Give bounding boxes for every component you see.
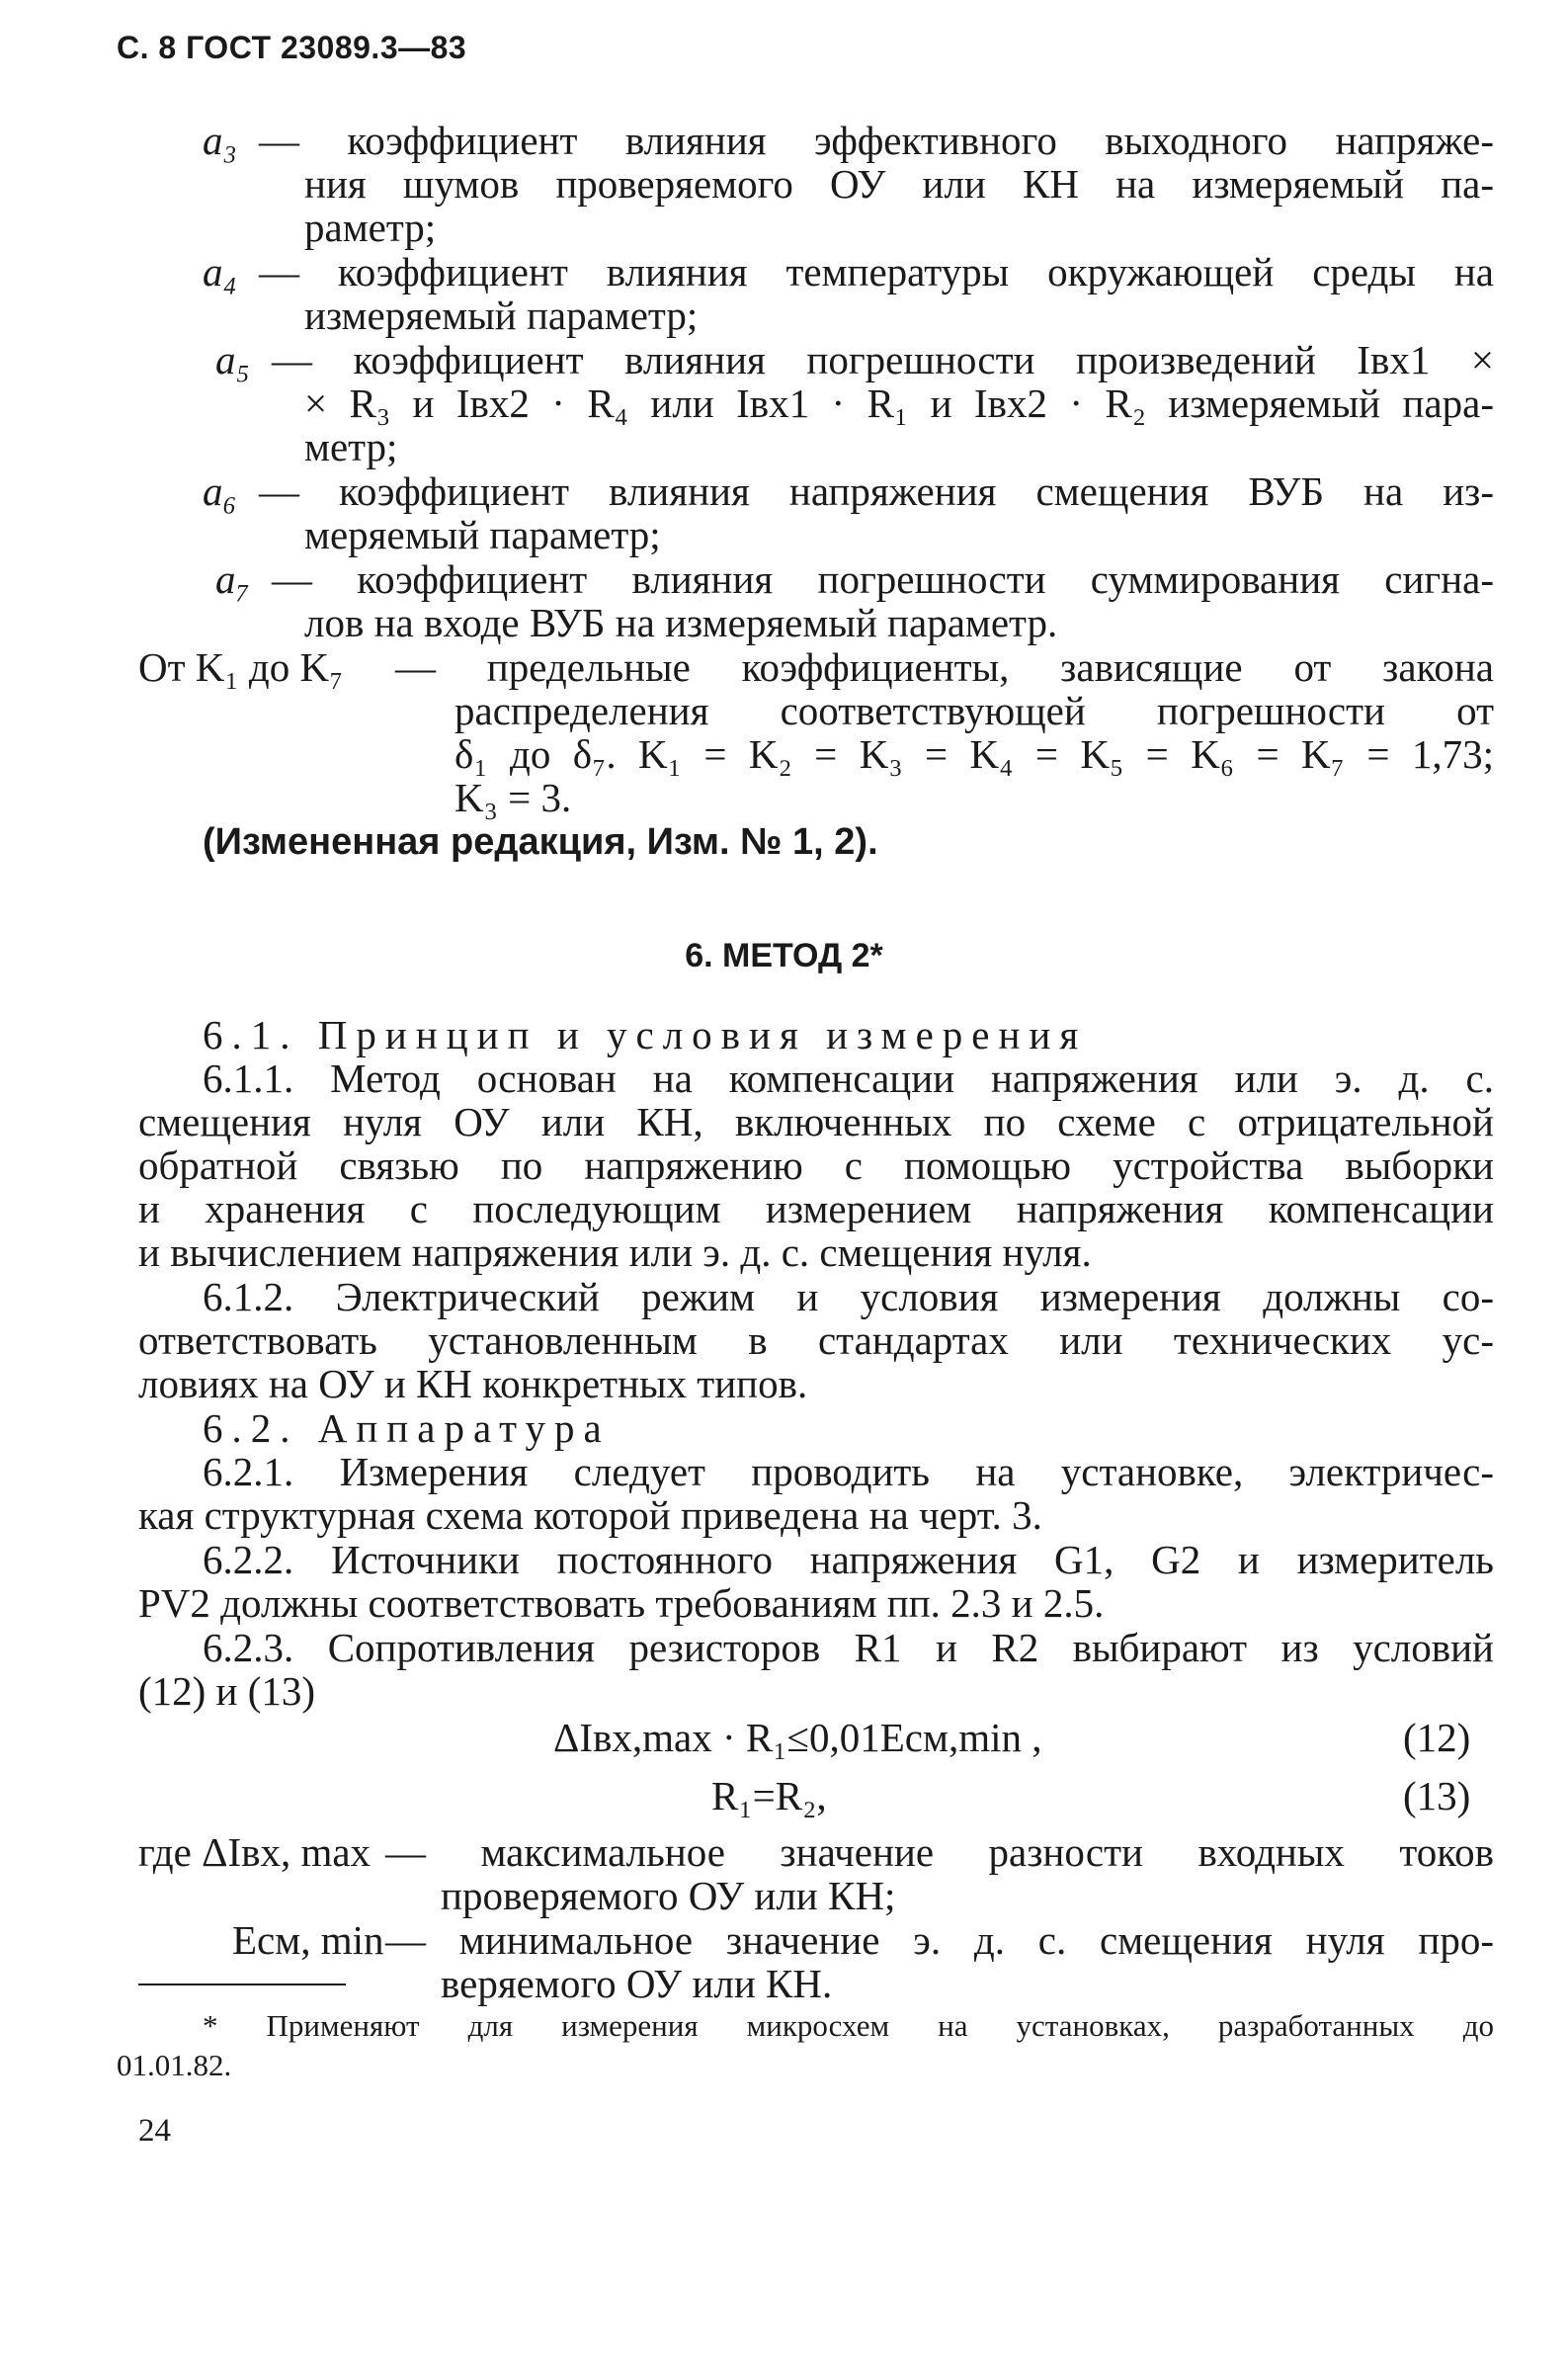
coef-a7-line-2: лов на входе ВУБ на измеряемый параметр. xyxy=(304,600,1058,645)
paragraph-6-1-heading: 6.1. Принцип и условия измерения xyxy=(203,1012,1088,1057)
limit-coef-line-3: δ₁ до δ₇. K₁ = K₂ = K₃ = K₄ = K₅ = K₆ = K₇ = 1,73; xyxy=(454,731,1494,777)
coef-a6-symbol: a₆ xyxy=(203,468,237,514)
formula-12-number: (12) xyxy=(1403,1715,1471,1760)
limit-coef-line-2: распределения соответствующей погрешности от xyxy=(454,688,1494,733)
paragraph-6-1-1-line-5: и вычислением напряжения или э. д. с. смещения нуля. xyxy=(138,1229,1092,1275)
where-term-2: Eсм, min xyxy=(232,1917,384,1963)
where-term-2-line-1: — минимальное значение э. д. с. смещения нуля про- xyxy=(385,1917,1494,1963)
coef-a7-symbol: a₇ xyxy=(215,556,250,602)
paragraph-6-2-2-line-1: 6.2.2. Источники постоянного напряжения G1, G2 и измеритель xyxy=(203,1537,1494,1582)
coef-a6-line-2: меряемый параметр; xyxy=(304,512,661,557)
coef-a5-symbol: a₅ xyxy=(215,337,250,382)
coef-a4-line-1: — коэффициент влияния температуры окружающей среды на xyxy=(259,249,1494,295)
footnote-line-1: * Применяют для измерения микросхем на установках, разработанных до xyxy=(203,2008,1494,2043)
coef-a6-line-1: — коэффициент влияния напряжения смещения ВУБ на из- xyxy=(259,468,1494,514)
paragraph-6-2-heading: 6.2. Аппаратура xyxy=(203,1405,611,1451)
where-term-1-line-1: — максимальное значение разности входных токов xyxy=(385,1829,1494,1875)
where-term-1-line-2: проверяемого ОУ или КН; xyxy=(441,1873,896,1918)
where-term-1: где ΔIвх, max xyxy=(138,1829,371,1875)
limit-coef-line-4: K₃ = 3. xyxy=(454,775,572,820)
paragraph-6-2-3-line-1: 6.2.3. Сопротивления резисторов R1 и R2 выбирают из условий xyxy=(203,1625,1494,1670)
where-term-2-line-2: веряемого ОУ или КН. xyxy=(441,1961,833,2006)
paragraph-6-1-1-line-1: 6.1.1. Метод основан на компенсации напряжения или э. д. с. xyxy=(203,1055,1494,1101)
paragraph-6-1-1-line-4: и хранения с последующим измерением напряжения компенсации xyxy=(138,1186,1494,1231)
document-header: С. 8 ГОСТ 23089.3—83 xyxy=(117,30,467,65)
coef-a5-line-2: × R₃ и Iвх2 · R₄ или Iвх1 · R₁ и Iвх2 · R₂ измеряемый пара- xyxy=(304,380,1494,426)
paragraph-6-1-2-line-1: 6.1.2. Электрический режим и условия измерения должны со- xyxy=(203,1274,1494,1319)
page-number: 24 xyxy=(138,2113,171,2149)
formula-13: R₁=R₂, xyxy=(711,1773,827,1818)
coef-a4-line-2: измеряемый параметр; xyxy=(304,293,699,338)
limit-coef-line-1: — предельные коэффициенты, зависящие от закона xyxy=(395,644,1494,690)
footnote-divider xyxy=(138,1984,346,1985)
paragraph-6-2-3-line-2: (12) и (13) xyxy=(138,1668,316,1714)
coef-a3-line-3: раметр; xyxy=(304,205,437,250)
coef-a3-symbol: a₃ xyxy=(203,118,237,163)
coef-a7-line-1: — коэффициент влияния погрешности суммирования сигна- xyxy=(272,556,1494,602)
limit-coef-label: От K₁ до K₇ xyxy=(138,644,344,690)
coef-a3-line-2: ния шумов проверяемого ОУ или КН на измеряемый па- xyxy=(304,161,1494,207)
paragraph-6-1-2-line-3: ловиях на ОУ и КН конкретных типов. xyxy=(138,1361,808,1406)
coef-a5-line-1: — коэффициент влияния погрешности произведений Iвх1 × xyxy=(272,337,1494,382)
paragraph-6-1-2-line-2: ответствовать установленным в стандартах или технических ус- xyxy=(138,1317,1494,1363)
paragraph-6-1-1-line-3: обратной связью по напряжению с помощью устройства выборки xyxy=(138,1142,1494,1188)
paragraph-6-2-2-line-2: PV2 должны соответствовать требованиям пп. 2.3 и 2.5. xyxy=(138,1580,1105,1626)
formula-12: ΔIвх,max · R₁≤0,01Eсм,min , xyxy=(553,1715,1042,1760)
amendment-note: (Измененная редакция, Изм. № 1, 2). xyxy=(203,821,878,863)
paragraph-6-1-1-line-2: смещения нуля ОУ или КН, включенных по схеме с отрицательной xyxy=(138,1099,1494,1144)
section-title: 6. МЕТОД 2* xyxy=(685,937,883,974)
paragraph-6-2-1-line-1: 6.2.1. Измерения следует проводить на установке, электричес- xyxy=(203,1449,1494,1494)
coef-a4-symbol: a₄ xyxy=(203,249,237,295)
footnote-line-2: 01.01.82. xyxy=(117,2048,232,2082)
coef-a5-line-3: метр; xyxy=(304,424,398,469)
coef-a3-line-1: — коэффициент влияния эффективного выходного напряже- xyxy=(259,118,1494,163)
formula-13-number: (13) xyxy=(1403,1773,1471,1818)
paragraph-6-2-1-line-2: кая структурная схема которой приведена на черт. 3. xyxy=(138,1492,1042,1538)
